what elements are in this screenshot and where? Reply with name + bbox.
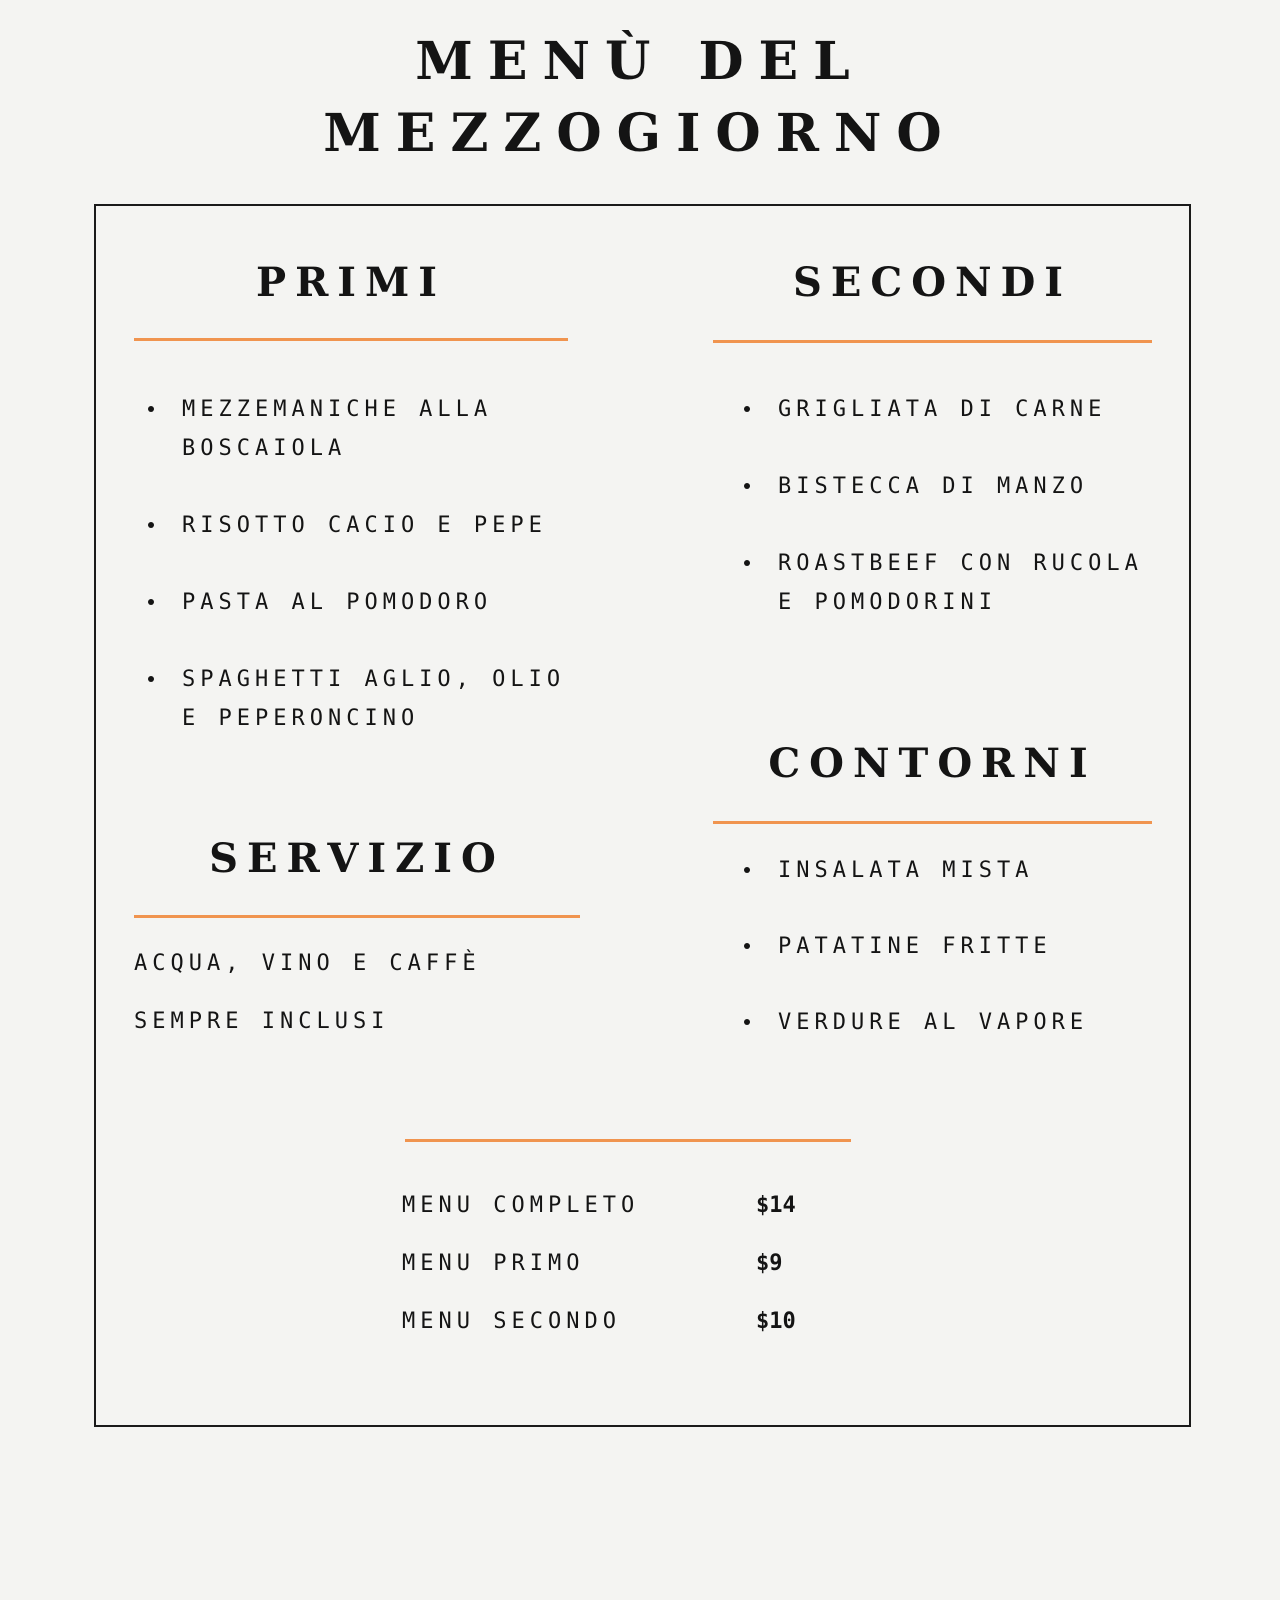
menu-title (0, 26, 1280, 170)
contorni-item: PATATINE FRITTE (742, 927, 1162, 966)
secondi-item: GRIGLIATA DI CARNE (742, 390, 1162, 429)
secondi-divider (713, 340, 1152, 343)
contorni-divider (713, 821, 1152, 824)
secondi-item: BISTECCA DI MANZO (742, 467, 1162, 506)
servizio-line-2: SEMPRE INCLUSI (134, 1009, 390, 1034)
primi-divider (134, 338, 568, 341)
primi-list (146, 390, 576, 776)
secondi-item: ROASTBEEF CON RUCOLA E POMODORINI (742, 544, 1162, 622)
menu-title-line-2: MEZZOGIORNO (323, 103, 957, 164)
price-value: $10 (756, 1309, 796, 1334)
secondi-list (742, 390, 1162, 660)
prices-divider (405, 1139, 851, 1142)
secondi-heading: SECONDI (792, 259, 1072, 306)
price-name: MENU SECONDO (402, 1309, 621, 1334)
servizio-heading: SERVIZIO (209, 835, 505, 882)
primi-item: MEZZEMANICHE ALLA BOSCAIOLA (146, 390, 576, 468)
contorni-item: INSALATA MISTA (742, 851, 1162, 890)
servizio-divider (134, 915, 580, 918)
contorni-heading: CONTORNI (768, 740, 1097, 787)
menu-title-line-1: MENÙ DEL (415, 31, 865, 92)
price-row (402, 1187, 842, 1245)
price-value: $14 (756, 1193, 796, 1218)
primi-item: RISOTTO CACIO E PEPE (146, 506, 576, 545)
primi-heading: PRIMI (255, 259, 447, 306)
price-name: MENU COMPLETO (402, 1193, 640, 1218)
price-list (402, 1187, 842, 1361)
contorni-list (742, 851, 1162, 1079)
price-row (402, 1245, 842, 1303)
price-row (402, 1303, 842, 1361)
contorni-item: VERDURE AL VAPORE (742, 1003, 1162, 1042)
primi-item: PASTA AL POMODORO (146, 583, 576, 622)
primi-item: SPAGHETTI AGLIO, OLIO E PEPERONCINO (146, 660, 576, 738)
price-value: $9 (756, 1251, 783, 1276)
price-name: MENU PRIMO (402, 1251, 585, 1276)
servizio-line-1: ACQUA, VINO E CAFFÈ (134, 951, 481, 976)
